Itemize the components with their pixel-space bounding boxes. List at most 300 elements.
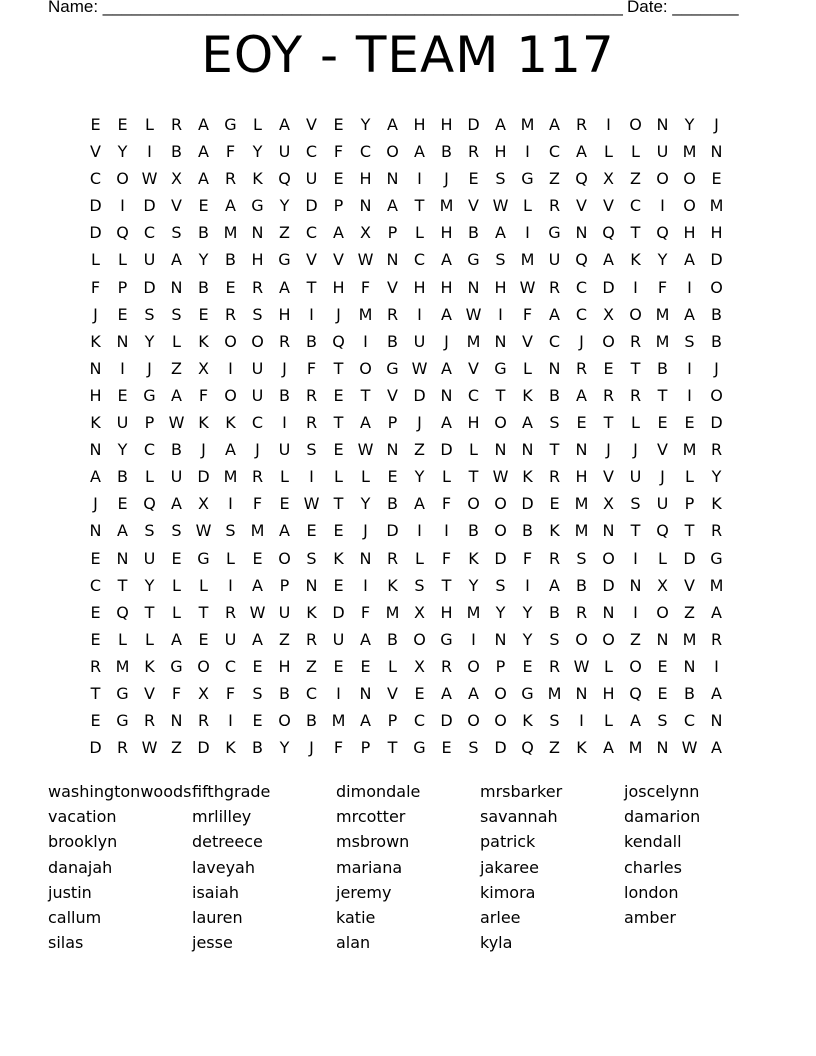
grid-letter: A [171, 629, 182, 649]
grid-letter: B [306, 711, 317, 731]
grid-letter: C [305, 142, 318, 162]
grid-letter: E [333, 440, 344, 460]
grid-letter: R [305, 385, 318, 405]
grid-letter: R [575, 602, 588, 622]
grid-letter: H [89, 385, 102, 405]
grid-letter: Y [117, 440, 128, 460]
grid-letter: I [633, 602, 638, 622]
grid-letter: A [360, 413, 371, 433]
grid-letter: L [604, 142, 613, 162]
grid-letter: P [360, 738, 371, 758]
grid-letter: A [279, 115, 290, 134]
grid-letter: D [305, 196, 318, 216]
grid-letter: M [358, 304, 373, 324]
grid-letter: O [467, 494, 480, 514]
grid-letter: S [549, 629, 560, 649]
grid-letter: C [629, 196, 642, 216]
grid-letter: U [278, 142, 291, 162]
grid-letter: A [441, 304, 452, 324]
grid-letter: I [147, 142, 152, 162]
grid-letter: K [549, 521, 560, 541]
grid-letter: A [603, 250, 614, 270]
grid-letter: R [251, 277, 264, 297]
grid-letter: I [363, 331, 368, 351]
grid-letter: E [306, 521, 317, 541]
grid-letter: G [521, 683, 534, 703]
grid-letter: N [170, 711, 183, 731]
grid-letter: X [414, 656, 425, 676]
grid-letter: V [144, 683, 155, 703]
grid-letter: A [549, 575, 560, 595]
grid-letter: C [224, 656, 237, 676]
grid-letter: L [361, 467, 370, 487]
grid-letter: I [606, 115, 611, 134]
grid-letter: V [603, 467, 614, 487]
grid-letter: Y [279, 738, 290, 758]
grid-letter: I [228, 494, 233, 514]
grid-letter: I [417, 169, 422, 189]
grid-letter: F [522, 548, 533, 568]
word-list-item: mrsbarker [480, 782, 563, 801]
grid-letter: J [606, 440, 611, 460]
grid-letter: D [602, 575, 615, 595]
grid-letter: Q [656, 521, 669, 541]
grid-letter: E [333, 575, 344, 595]
grid-letter: U [251, 385, 264, 405]
grid-letter: A [522, 413, 533, 433]
grid-letter: T [333, 358, 344, 378]
grid-letter: N [521, 440, 534, 460]
grid-letter: N [89, 358, 102, 378]
word-list-item: charles [624, 857, 682, 877]
word-list-item: kyla [480, 933, 513, 953]
grid-letter: V [603, 196, 614, 216]
grid-letter: D [440, 440, 453, 460]
grid-letter: J [444, 331, 449, 351]
grid-letter: O [494, 711, 507, 731]
grid-letter: Z [684, 602, 695, 622]
grid-letter: S [144, 304, 155, 324]
grid-letter: I [444, 521, 449, 541]
grid-letter: S [306, 440, 317, 460]
grid-letter: B [279, 683, 290, 703]
grid-letter: U [548, 250, 561, 270]
grid-letter: G [467, 250, 480, 270]
word-list-item: mariana [336, 857, 403, 877]
grid-letter: E [333, 656, 344, 676]
grid-letter: E [117, 385, 128, 405]
word-list-item: savannah [480, 807, 558, 827]
grid-letter: F [252, 494, 263, 514]
grid-letter: L [604, 656, 613, 676]
grid-letter: H [413, 277, 426, 297]
grid-letter: I [282, 413, 287, 433]
grid-letter: Y [414, 467, 425, 487]
grid-letter: J [363, 521, 368, 541]
grid-letter: A [360, 629, 371, 649]
grid-letter: S [225, 521, 236, 541]
grid-letter: O [224, 385, 237, 405]
grid-letter: A [495, 223, 506, 243]
grid-letter: X [603, 494, 614, 514]
grid-letter: P [387, 711, 398, 731]
grid-letter: R [629, 385, 642, 405]
grid-letter: R [467, 142, 480, 162]
grid-letter: L [145, 467, 154, 487]
word-list-item: dimondale [336, 782, 421, 801]
grid-letter: V [171, 196, 182, 216]
grid-letter: C [413, 711, 426, 731]
grid-letter: S [495, 575, 506, 595]
grid-letter: I [579, 711, 584, 731]
grid-letter: T [495, 385, 506, 405]
grid-letter: D [143, 196, 156, 216]
grid-letter: C [575, 304, 588, 324]
grid-letter: T [630, 521, 641, 541]
grid-letter: D [89, 196, 102, 216]
grid-letter: A [171, 385, 182, 405]
grid-letter: W [357, 250, 374, 270]
grid-letter: T [549, 440, 560, 460]
grid-letter: N [170, 277, 183, 297]
grid-letter: Z [549, 738, 560, 758]
grid-letter: G [386, 358, 399, 378]
grid-letter: Q [332, 331, 345, 351]
grid-letter: D [494, 738, 507, 758]
grid-letter: I [228, 358, 233, 378]
grid-letter: E [522, 656, 533, 676]
grid-letter: C [143, 223, 156, 243]
word-list-item: damarion [624, 807, 701, 827]
grid-letter: I [714, 656, 719, 676]
grid-letter: R [386, 548, 399, 568]
grid-letter: E [576, 413, 587, 433]
header-line [48, 0, 739, 17]
grid-letter: N [359, 548, 372, 568]
grid-letter: N [656, 629, 669, 649]
grid-letter: S [657, 711, 668, 731]
grid-letter: Y [279, 196, 290, 216]
grid-letter: Z [306, 656, 317, 676]
grid-letter: Q [116, 602, 129, 622]
grid-letter: Y [144, 331, 155, 351]
grid-letter: A [333, 223, 344, 243]
grid-letter: J [714, 115, 719, 134]
grid-letter: R [386, 304, 399, 324]
grid-letter: T [441, 575, 452, 595]
grid-letter: E [549, 494, 560, 514]
grid-letter: Q [278, 169, 291, 189]
grid-letter: J [660, 467, 665, 487]
grid-letter: A [441, 250, 452, 270]
grid-letter: E [252, 656, 263, 676]
grid-letter: C [143, 440, 156, 460]
grid-letter: T [306, 277, 317, 297]
grid-letter: K [225, 738, 236, 758]
grid-letter: U [656, 494, 669, 514]
grid-letter: B [171, 142, 182, 162]
grid-letter: C [575, 277, 588, 297]
grid-letter: C [89, 169, 102, 189]
grid-letter: U [143, 250, 156, 270]
word-list-item: justin [48, 882, 92, 902]
grid-letter: R [548, 467, 561, 487]
grid-letter: X [198, 494, 209, 514]
grid-letter: F [360, 277, 371, 297]
grid-letter: F [441, 548, 452, 568]
grid-letter: M [439, 196, 454, 216]
word-list [48, 779, 768, 955]
grid-letter: W [492, 467, 509, 487]
grid-letter: E [333, 115, 344, 134]
grid-letter: T [144, 602, 155, 622]
grid-letter: K [468, 548, 479, 568]
grid-letter: L [415, 548, 424, 568]
grid-letter: Q [521, 738, 534, 758]
grid-letter: L [226, 548, 235, 568]
grid-letter: S [252, 304, 263, 324]
grid-letter: J [417, 413, 422, 433]
date-field-label: Date: _______ [627, 0, 739, 16]
grid-letter: V [657, 440, 668, 460]
grid-letter: H [359, 169, 372, 189]
grid-letter: W [303, 494, 320, 514]
grid-letter: J [309, 738, 314, 758]
grid-letter: F [198, 385, 209, 405]
grid-letter: L [685, 467, 694, 487]
grid-letter: O [629, 656, 642, 676]
grid-letter: R [548, 548, 561, 568]
grid-letter: W [357, 440, 374, 460]
grid-letter: S [414, 575, 425, 595]
grid-letter: R [440, 656, 453, 676]
grid-letter: A [360, 711, 371, 731]
grid-letter: M [331, 711, 346, 731]
grid-letter: G [251, 196, 264, 216]
grid-letter: I [120, 358, 125, 378]
grid-letter: C [305, 683, 318, 703]
word-list-item: lauren [192, 907, 243, 927]
grid-letter: N [494, 440, 507, 460]
grid-letter: M [466, 331, 481, 351]
grid-letter: N [494, 629, 507, 649]
grid-letter: J [579, 331, 584, 351]
grid-letter: A [630, 711, 641, 731]
grid-letter: N [656, 115, 669, 134]
grid-letter: W [249, 602, 266, 622]
grid-letter: B [387, 629, 398, 649]
grid-letter: K [198, 331, 209, 351]
grid-letter: A [90, 467, 101, 487]
grid-letter: G [710, 548, 723, 568]
grid-letter: E [333, 169, 344, 189]
grid-letter: O [467, 656, 480, 676]
word-list-item: kendall [624, 832, 682, 852]
grid-letter: O [656, 169, 669, 189]
grid-letter: F [360, 602, 371, 622]
grid-letter: E [117, 115, 128, 134]
grid-letter: D [143, 277, 156, 297]
grid-letter: J [282, 358, 287, 378]
word-list-item: fifthgrade [192, 782, 271, 801]
grid-letter: N [359, 196, 372, 216]
grid-letter: C [467, 385, 480, 405]
grid-letter: R [116, 738, 129, 758]
grid-letter: H [575, 467, 588, 487]
grid-letter: Y [711, 467, 722, 487]
grid-letter: R [224, 602, 237, 622]
grid-letter: O [602, 548, 615, 568]
grid-letter: U [413, 331, 426, 351]
grid-letter: E [657, 683, 668, 703]
grid-letter: T [360, 385, 371, 405]
grid-letter: F [171, 683, 182, 703]
grid-letter: E [117, 304, 128, 324]
word-list-item: patrick [480, 832, 536, 852]
grid-letter: M [223, 467, 238, 487]
grid-letter: E [252, 548, 263, 568]
grid-letter: N [629, 575, 642, 595]
grid-letter: C [89, 575, 102, 595]
grid-letter: R [710, 521, 723, 541]
grid-letter: I [471, 629, 476, 649]
grid-letter: U [629, 467, 642, 487]
grid-letter: V [387, 385, 398, 405]
grid-letter: C [251, 413, 264, 433]
grid-letter: F [225, 142, 236, 162]
grid-letter: D [440, 711, 453, 731]
grid-letter: A [171, 494, 182, 514]
word-list-item: jesse [192, 933, 233, 953]
grid-letter: J [93, 494, 98, 514]
grid-letter: O [629, 304, 642, 324]
grid-letter: M [466, 602, 481, 622]
grid-letter: A [279, 521, 290, 541]
grid-letter: N [602, 602, 615, 622]
grid-letter: K [711, 494, 722, 514]
grid-letter: W [168, 413, 185, 433]
grid-letter: T [657, 385, 668, 405]
grid-letter: B [711, 304, 722, 324]
grid-letter: Y [657, 250, 668, 270]
grid-letter: P [387, 223, 398, 243]
grid-letter: A [711, 738, 722, 758]
grid-letter: P [333, 196, 344, 216]
grid-letter: O [386, 142, 399, 162]
grid-letter: I [228, 575, 233, 595]
grid-letter: J [255, 440, 260, 460]
grid-letter: E [90, 548, 101, 568]
grid-letter: S [684, 331, 695, 351]
grid-letter: C [548, 142, 561, 162]
grid-letter: E [279, 494, 290, 514]
word-list-item: alan [336, 933, 371, 953]
word-list-item: mrlilley [192, 807, 252, 827]
grid-letter: I [336, 683, 341, 703]
grid-letter: A [576, 142, 587, 162]
grid-letter: N [575, 223, 588, 243]
grid-letter: V [333, 250, 344, 270]
grid-letter: D [386, 521, 399, 541]
grid-letter: Y [360, 115, 371, 134]
grid-letter: A [441, 358, 452, 378]
grid-letter: W [681, 738, 698, 758]
word-list-item: vacation [48, 807, 117, 827]
grid-letter: I [120, 196, 125, 216]
grid-letter: G [143, 385, 156, 405]
grid-letter: A [387, 115, 398, 134]
grid-letter: Z [171, 738, 182, 758]
grid-letter: K [630, 250, 641, 270]
grid-letter: Q [143, 494, 156, 514]
grid-letter: L [91, 250, 100, 270]
grid-letter: G [494, 358, 507, 378]
grid-letter: E [117, 494, 128, 514]
grid-letter: A [252, 575, 263, 595]
grid-letter: J [633, 440, 638, 460]
grid-letter: E [225, 277, 236, 297]
grid-letter: N [683, 656, 696, 676]
grid-letter: R [224, 304, 237, 324]
grid-letter: K [576, 738, 587, 758]
grid-letter: S [171, 223, 182, 243]
grid-letter: F [441, 494, 452, 514]
grid-letter: K [522, 467, 533, 487]
grid-letter: E [90, 115, 101, 134]
grid-letter: A [684, 250, 695, 270]
word-list-item: callum [48, 907, 102, 927]
grid-letter: T [333, 413, 344, 433]
grid-letter: W [492, 196, 509, 216]
grid-letter: P [387, 413, 398, 433]
grid-letter: A [198, 115, 209, 134]
word-search-grid [82, 111, 730, 761]
word-list-item: jakaree [480, 857, 539, 877]
grid-letter: T [333, 494, 344, 514]
grid-letter: R [143, 711, 156, 731]
grid-letter: Y [468, 575, 479, 595]
grid-letter: R [602, 385, 615, 405]
grid-letter: L [145, 629, 154, 649]
word-list-item: joscelynn [624, 782, 700, 801]
grid-letter: M [115, 656, 130, 676]
grid-letter: A [441, 413, 452, 433]
grid-letter: L [469, 440, 478, 460]
grid-letter: B [225, 250, 236, 270]
grid-letter: D [413, 385, 426, 405]
grid-letter: N [656, 738, 669, 758]
grid-letter: O [602, 331, 615, 351]
grid-letter: O [494, 413, 507, 433]
grid-letter: Z [279, 629, 290, 649]
grid-letter: U [224, 629, 237, 649]
grid-letter: M [574, 494, 589, 514]
grid-letter: Q [575, 169, 588, 189]
grid-letter: Y [684, 115, 695, 134]
grid-letter: N [710, 711, 723, 731]
grid-letter: S [171, 304, 182, 324]
grid-letter: R [224, 169, 237, 189]
grid-letter: A [198, 142, 209, 162]
grid-letter: Q [602, 223, 615, 243]
grid-letter: B [117, 467, 128, 487]
grid-letter: J [201, 440, 206, 460]
grid-letter: M [385, 602, 400, 622]
grid-letter: O [710, 277, 723, 297]
grid-letter: K [522, 711, 533, 731]
grid-letter: L [415, 223, 424, 243]
grid-letter: E [414, 683, 425, 703]
